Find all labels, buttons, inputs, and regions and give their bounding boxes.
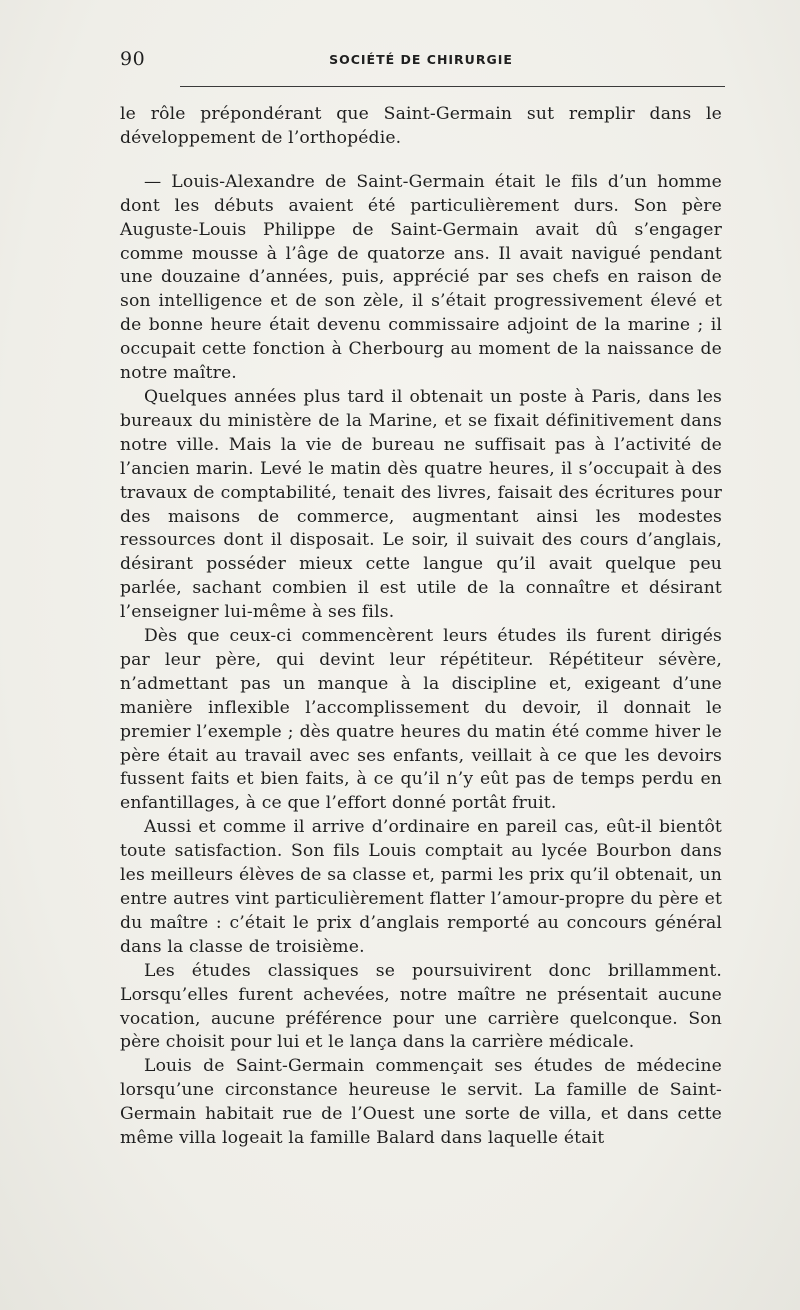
paragraph: — Louis-Alexandre de Saint-Germain était le fils d’un homme dont les débuts avaient été particulièrement durs. Son père Auguste-Louis Philippe de Saint-Germain avait dû s’engager comme mousse à l’âge de quatorze ans. Il avait navigué pendant une douzaine d’années, puis, apprécié par ses chefs en raison de son intelligence et de son zèle, il s’était progressivement élevé et de bonne heure était devenu commissaire adjoint de la marine ; il occupait cette fonction à Cherbourg au moment de la naissance de notre maître. bbox=[120, 171, 722, 384]
paragraph-continuation: le rôle prépondérant que Saint-Germain sut remplir dans le développement de l’orthopédie. bbox=[120, 104, 722, 148]
paragraph: Les études classiques se poursuivirent donc brillamment. Lorsqu’elles furent achevées, notre maître ne présentait aucune vocation, aucune préférence pour une carrière quelconque. Son père choisit pour lui et le lança dans la carrière médicale. bbox=[120, 960, 722, 1053]
page-number: 90 bbox=[120, 48, 146, 70]
running-title: SOCIÉTÉ DE CHIRURGIE bbox=[329, 52, 513, 67]
header-rule bbox=[180, 86, 725, 87]
paragraph: Dès que ceux-ci commencèrent leurs études ils furent dirigés par leur père, qui devint leur répétiteur. Répétiteur sévère, n’admettant pas un manque à la discipline et, exigeant d’une manière inflexible l’accomplissement du devoir, il donnait le premier l’exemple ; dès quatre heures du matin été comme hiver le père était au travail avec ses enfants, veillait à ce que les devoirs fussent faits et bien faits, à ce qu’il n’y eût pas de temps perdu en enfantillages, à ce que l’effort donné portât fruit. bbox=[120, 626, 722, 814]
page-header bbox=[120, 48, 722, 78]
body-text bbox=[120, 103, 722, 1151]
paragraph: Quelques années plus tard il obtenait un poste à Paris, dans les bureaux du ministère de la Marine, et se fixait définitivement dans notre ville. Mais la vie de bureau ne suffisait pas à l’activité de l’ancien marin. Levé le matin dès quatre heures, il s’occupait à des travaux de comptabilité, tenait des livres, faisait des écritures pour des maisons de commerce, augmentant ainsi les modestes ressources dont il disposait. Le soir, il suivait des cours d’anglais, désirant posséder mieux cette langue qu’il avait quelque peu parlée, sachant combien il est utile de la connaître et désirant l’enseigner lui-même à ses fils. bbox=[120, 386, 722, 623]
paragraph: Louis de Saint-Germain commençait ses études de médecine lorsqu’une circonstance heureuse le servit. La famille de Saint-Germain habitait rue de l’Ouest une sorte de villa, et dans cette même villa logeait la famille Balard dans laquelle était bbox=[120, 1056, 722, 1149]
paragraph: Aussi et comme il arrive d’ordinaire en pareil cas, eût-il bientôt toute satisfaction. Son fils Louis comptait au lycée Bourbon dans les meilleurs élèves de sa classe et, parmi les prix qu’il obtenait, un entre autres vint particulièrement flatter l’amour-propre du père et du maître : c’était le prix d’anglais remporté au concours général dans la classe de troisième. bbox=[120, 817, 722, 957]
